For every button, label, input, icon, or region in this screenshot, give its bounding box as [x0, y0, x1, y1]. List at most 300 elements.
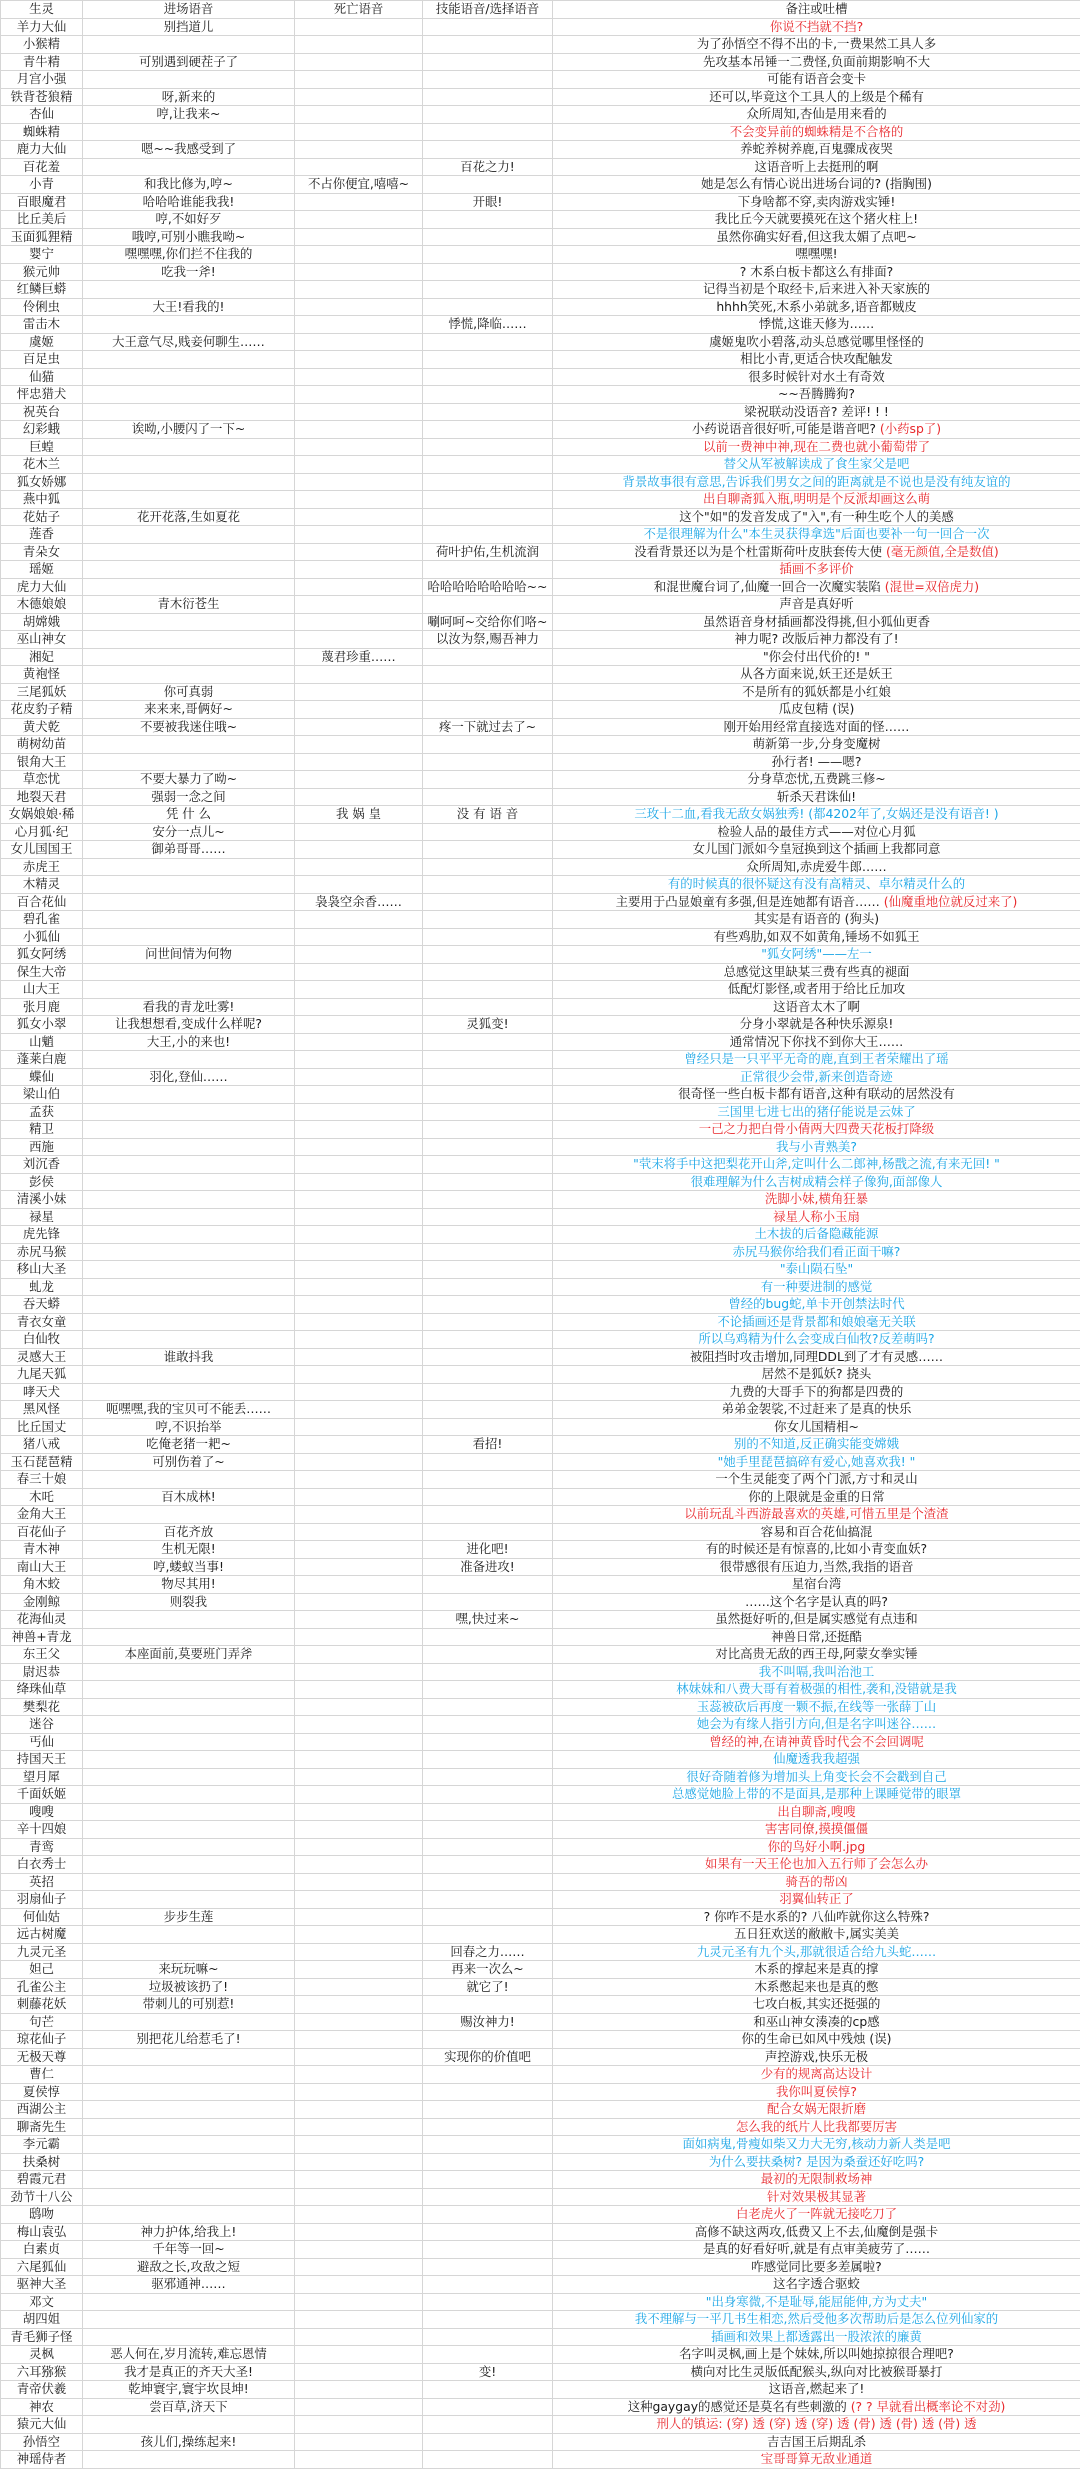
- creature-cell: 梅山袁弘: [1, 2223, 83, 2241]
- creature-cell: 哮天犬: [1, 1383, 83, 1401]
- death-voice-cell: [295, 1348, 423, 1366]
- notes-cell: 悸慌,这谁天修为……: [553, 316, 1080, 334]
- creature-cell: 小狐仙: [1, 928, 83, 946]
- notes-cell: 可能有语音会变卡: [553, 71, 1080, 89]
- notes-cell: 居然不是狐妖? 挠头: [553, 1366, 1080, 1384]
- creature-cell: 怦忠猎犬: [1, 386, 83, 404]
- notes-cell: 最初的无限制救场神: [553, 2171, 1080, 2189]
- table-row: [1, 718, 1080, 736]
- death-voice-cell: [295, 683, 423, 701]
- death-voice-cell: [295, 841, 423, 859]
- notes-cell: [553, 543, 1080, 561]
- table-row: [1, 1103, 1080, 1121]
- notes-cell: 出自聊斋狐入瓶,明明是个反派却画这么萌: [553, 491, 1080, 509]
- notes-cell: 很难理解为什么吉树成精会样子像狗,面部像人: [553, 1173, 1080, 1191]
- table-row: [1, 438, 1080, 456]
- creature-cell: 猴元帅: [1, 263, 83, 281]
- death-voice-cell: [295, 1138, 423, 1156]
- death-voice-cell: [295, 2153, 423, 2171]
- table-row: [1, 578, 1080, 596]
- creature-cell: 英招: [1, 1873, 83, 1891]
- skill-voice-cell: [423, 386, 553, 404]
- death-voice-cell: [295, 963, 423, 981]
- entry-voice-cell: 哦哼,可别小瞧我呦~: [83, 228, 295, 246]
- notes-cell: 你的生命已如风中残烛 (误): [553, 2031, 1080, 2049]
- table-row: [1, 158, 1080, 176]
- table-row: [1, 1138, 1080, 1156]
- skill-voice-cell: 哈哈哈哈哈哈哈哈~~: [423, 578, 553, 596]
- creature-cell: 玉面狐狸精: [1, 228, 83, 246]
- skill-voice-cell: [423, 963, 553, 981]
- creature-cell: 胡四姐: [1, 2311, 83, 2329]
- creature-cell: 青鸾: [1, 1838, 83, 1856]
- header-skill-voice: 技能语音/选择语音: [423, 1, 553, 19]
- table-row: [1, 123, 1080, 141]
- notes-cell: 是真的好看好听,就是有点审美疲劳了……: [553, 2241, 1080, 2259]
- skill-voice-cell: [423, 1173, 553, 1191]
- skill-voice-cell: [423, 1086, 553, 1104]
- entry-voice-cell: 乾坤寰宇,寰宇坎艮坤!: [83, 2381, 295, 2399]
- entry-voice-cell: 物尽其用!: [83, 1576, 295, 1594]
- death-voice-cell: [295, 141, 423, 159]
- table-row: [1, 911, 1080, 929]
- entry-voice-cell: 呀,新来的: [83, 88, 295, 106]
- entry-voice-cell: [83, 1051, 295, 1069]
- notes-cell: 总感觉她脸上带的不是面具,是那种上课睡觉带的眼罩: [553, 1786, 1080, 1804]
- entry-voice-cell: [83, 2206, 295, 2224]
- entry-voice-cell: [83, 1733, 295, 1751]
- notes-cell: 高修不缺这两攻,低费又上不去,仙魔倒是强卡: [553, 2223, 1080, 2241]
- notes-cell: 我与小青熟美?: [553, 1138, 1080, 1156]
- death-voice-cell: [295, 998, 423, 1016]
- entry-voice-cell: [83, 1663, 295, 1681]
- death-voice-cell: [295, 1051, 423, 1069]
- notes-cell: "她手里琵琶搞碎有爱心,她喜欢我! ": [553, 1453, 1080, 1471]
- creature-cell: 碧孔雀: [1, 911, 83, 929]
- death-voice-cell: [295, 281, 423, 299]
- notes-cell: 土木拔的后备隐藏能源: [553, 1226, 1080, 1244]
- notes-cell: 正常很少会带,新来创造奇迹: [553, 1068, 1080, 1086]
- skill-voice-cell: [423, 438, 553, 456]
- creature-cell: 春三十娘: [1, 1471, 83, 1489]
- table-row: [1, 403, 1080, 421]
- creature-cell: 九尾天狐: [1, 1366, 83, 1384]
- entry-voice-cell: 你可真弱: [83, 683, 295, 701]
- notes-cell: 我你叫夏侯惇?: [553, 2083, 1080, 2101]
- creature-cell: 胡嫦娥: [1, 613, 83, 631]
- skill-voice-cell: [423, 1926, 553, 1944]
- death-voice-cell: [295, 526, 423, 544]
- table-row: [1, 648, 1080, 666]
- skill-voice-cell: [423, 1138, 553, 1156]
- table-row: [1, 228, 1080, 246]
- entry-voice-cell: 步步生莲: [83, 1908, 295, 1926]
- entry-voice-cell: [83, 473, 295, 491]
- table-row: [1, 928, 1080, 946]
- entry-voice-cell: 大王意气尽,贱妾何聊生……: [83, 333, 295, 351]
- notes-cell: 这语音太木了啊: [553, 998, 1080, 1016]
- notes-cell: 斩杀天君诛仙!: [553, 788, 1080, 806]
- creature-cell: 绛珠仙草: [1, 1681, 83, 1699]
- entry-voice-cell: [83, 1366, 295, 1384]
- death-voice-cell: [295, 2311, 423, 2329]
- skill-voice-cell: [423, 71, 553, 89]
- death-voice-cell: [295, 2188, 423, 2206]
- death-voice-cell: [295, 2031, 423, 2049]
- creature-cell: 蝶仙: [1, 1068, 83, 1086]
- skill-voice-cell: [423, 36, 553, 54]
- skill-voice-cell: [423, 1208, 553, 1226]
- notes-cell: 梁祝联动没语音? 差评! ! !: [553, 403, 1080, 421]
- entry-voice-cell: 可别遇到硬茬子了: [83, 53, 295, 71]
- entry-voice-cell: [83, 1506, 295, 1524]
- notes-cell: 木系的撑起来是真的撑: [553, 1961, 1080, 1979]
- death-voice-cell: [295, 946, 423, 964]
- entry-voice-cell: [83, 911, 295, 929]
- death-voice-cell: [295, 613, 423, 631]
- notes-cell: 不是所有的狐妖都是小红娘: [553, 683, 1080, 701]
- creature-cell: 邓文: [1, 2293, 83, 2311]
- table-row: [1, 1996, 1080, 2014]
- table-row: [1, 211, 1080, 229]
- notes-cell: 三玫十二血,看我无敌女娲独秀! (都4202年了,女娲还是没有语音! ): [553, 806, 1080, 824]
- entry-voice-cell: 呃嘿嘿,我的宝贝可不能丢……: [83, 1401, 295, 1419]
- entry-voice-cell: 看我的青龙吐雾!: [83, 998, 295, 1016]
- skill-voice-cell: 实现你的价值吧: [423, 2048, 553, 2066]
- creature-cell: 黄袍怪: [1, 666, 83, 684]
- skill-voice-cell: [423, 823, 553, 841]
- death-voice-cell: [295, 543, 423, 561]
- death-voice-cell: [295, 1873, 423, 1891]
- skill-voice-cell: [423, 526, 553, 544]
- entry-voice-cell: 来玩玩嘛~: [83, 1961, 295, 1979]
- death-voice-cell: [295, 2083, 423, 2101]
- skill-voice-cell: [423, 2171, 553, 2189]
- notes-cell: 刑人的镇运: (穿) 透 (穿) 透 (穿) 透 (骨) 透 (骨) 透 (骨) 透: [553, 2416, 1080, 2434]
- table-row: [1, 1278, 1080, 1296]
- notes-cell: "泰山陨石坠": [553, 1261, 1080, 1279]
- table-row: [1, 963, 1080, 981]
- creature-cell: 赤尻马猴: [1, 1243, 83, 1261]
- table-row: [1, 316, 1080, 334]
- entry-voice-cell: [83, 2416, 295, 2434]
- creature-cell: 百眼魔君: [1, 193, 83, 211]
- skill-voice-cell: 唰呵呵~交给你们咯~: [423, 613, 553, 631]
- death-voice-cell: [295, 876, 423, 894]
- death-voice-cell: [295, 1068, 423, 1086]
- skill-voice-cell: [423, 2311, 553, 2329]
- notes-cell: 萌新第一步,分身变魔树: [553, 736, 1080, 754]
- table-row: [1, 1261, 1080, 1279]
- skill-voice-cell: [423, 1156, 553, 1174]
- skill-voice-cell: [423, 1383, 553, 1401]
- skill-voice-cell: [423, 1646, 553, 1664]
- death-voice-cell: [295, 1331, 423, 1349]
- table-row: [1, 631, 1080, 649]
- skill-voice-cell: [423, 2206, 553, 2224]
- notes-cell: 虽然你确实好看,但这我太媚了点吧~: [553, 228, 1080, 246]
- entry-voice-cell: 大王,小的来也!: [83, 1033, 295, 1051]
- notes-cell: 低配灯影怪,或者用于给比丘加攻: [553, 981, 1080, 999]
- creature-cell: 孟获: [1, 1103, 83, 1121]
- creature-cell: 猿元大仙: [1, 2416, 83, 2434]
- notes-cell: 以前玩乱斗西游最喜欢的英雄,可惜五里是个渣渣: [553, 1506, 1080, 1524]
- notes-cell: 宝哥哥算无敌业通道: [553, 2451, 1080, 2469]
- skill-voice-cell: [423, 1401, 553, 1419]
- table-row: [1, 2206, 1080, 2224]
- creature-cell: 青帝伏羲: [1, 2381, 83, 2399]
- entry-voice-cell: [83, 1191, 295, 1209]
- notes-cell: 对比高贵无敌的西王母,阿蒙女拳实锤: [553, 1646, 1080, 1664]
- skill-voice-cell: [423, 1121, 553, 1139]
- skill-voice-cell: [423, 2241, 553, 2259]
- death-voice-cell: [295, 1908, 423, 1926]
- entry-voice-cell: [83, 876, 295, 894]
- skill-voice-cell: [423, 596, 553, 614]
- table-row: [1, 1838, 1080, 1856]
- entry-voice-cell: 孩儿们,操练起来!: [83, 2433, 295, 2451]
- death-voice-cell: [295, 2223, 423, 2241]
- death-voice-cell: [295, 333, 423, 351]
- skill-voice-cell: [423, 736, 553, 754]
- entry-voice-cell: [83, 368, 295, 386]
- notes-cell: ~~吾腾腾狗?: [553, 386, 1080, 404]
- notes-cell: 不论插画还是背景都和娘娘毫无关联: [553, 1313, 1080, 1331]
- skill-voice-cell: [423, 911, 553, 929]
- skill-voice-cell: [423, 2346, 553, 2364]
- notes-cell: 你说不挡就不挡?: [553, 18, 1080, 36]
- table-row: [1, 1698, 1080, 1716]
- table-row: [1, 613, 1080, 631]
- death-voice-cell: [295, 2276, 423, 2294]
- death-voice-cell: [295, 1523, 423, 1541]
- notes-text: 这种gaygay的感觉还是莫名有些刺激的: [628, 2399, 851, 2414]
- entry-voice-cell: [83, 1856, 295, 1874]
- skill-voice-cell: [423, 928, 553, 946]
- death-voice-cell: [295, 981, 423, 999]
- notes-cell: 插画不多评价: [553, 561, 1080, 579]
- skill-voice-cell: [423, 351, 553, 369]
- skill-voice-cell: [423, 368, 553, 386]
- entry-voice-cell: [83, 1698, 295, 1716]
- skill-voice-cell: [423, 1331, 553, 1349]
- death-voice-cell: [295, 823, 423, 841]
- header-notes: 备注或吐槽: [553, 1, 1080, 19]
- skill-voice-cell: [423, 2276, 553, 2294]
- notes-cell: "茕末将手中这把梨花开山斧,定叫什么二郎神,杨戬之流,有来无回! ": [553, 1156, 1080, 1174]
- creature-cell: 句芒: [1, 2013, 83, 2031]
- entry-voice-cell: [83, 981, 295, 999]
- table-row: [1, 858, 1080, 876]
- notes-cell: 通常情况下你找不到你大王……: [553, 1033, 1080, 1051]
- entry-voice-cell: 和我比修为,哼~: [83, 176, 295, 194]
- entry-voice-cell: [83, 1768, 295, 1786]
- table-row: [1, 2136, 1080, 2154]
- notes-cell: 一个生灵能变了两个门派,方寸和灵山: [553, 1471, 1080, 1489]
- skill-voice-cell: [423, 123, 553, 141]
- death-voice-cell: [295, 456, 423, 474]
- death-voice-cell: [295, 1173, 423, 1191]
- table-row: [1, 2258, 1080, 2276]
- creature-cell: 远古树魔: [1, 1926, 83, 1944]
- table-row: [1, 526, 1080, 544]
- creature-cell: 婴宁: [1, 246, 83, 264]
- table-row: [1, 1978, 1080, 1996]
- creature-cell: 燕中狐: [1, 491, 83, 509]
- entry-voice-cell: [83, 2118, 295, 2136]
- creature-cell: 木吒: [1, 1488, 83, 1506]
- entry-voice-cell: [83, 1331, 295, 1349]
- death-voice-cell: [295, 1033, 423, 1051]
- creature-cell: 神农: [1, 2398, 83, 2416]
- death-voice-cell: [295, 1208, 423, 1226]
- creature-cell: 女儿国国王: [1, 841, 83, 859]
- death-voice-cell: [295, 491, 423, 509]
- notes-cell: 为了孙悟空不得不出的卡,一费果然工具人多: [553, 36, 1080, 54]
- skill-voice-cell: [423, 2136, 553, 2154]
- creature-cell: 金刚鲸: [1, 1593, 83, 1611]
- entry-voice-cell: [83, 1121, 295, 1139]
- notes-cell: 很奇怪一些白板卡都有语音,这种有联动的居然没有: [553, 1086, 1080, 1104]
- table-row: [1, 141, 1080, 159]
- skill-voice-cell: [423, 2451, 553, 2469]
- skill-voice-cell: [423, 473, 553, 491]
- death-voice-cell: [295, 718, 423, 736]
- entry-voice-cell: [83, 2013, 295, 2031]
- creature-cell: 心月狐·纪: [1, 823, 83, 841]
- table-row: [1, 998, 1080, 1016]
- entry-voice-cell: 嘿嘿嘿,你们拦不住我的: [83, 246, 295, 264]
- table-row: [1, 1646, 1080, 1664]
- skill-voice-cell: [423, 2083, 553, 2101]
- notes-cell: 女儿国门派如今皇冠换到这个插画上我都同意: [553, 841, 1080, 859]
- creature-cell: 辛十四娘: [1, 1821, 83, 1839]
- skill-voice-cell: [423, 1418, 553, 1436]
- creature-cell: 木精灵: [1, 876, 83, 894]
- skill-voice-cell: [423, 1751, 553, 1769]
- table-row: [1, 823, 1080, 841]
- death-voice-cell: [295, 473, 423, 491]
- notes-cell: 怎么我的纸片人比我都要厉害: [553, 2118, 1080, 2136]
- death-voice-cell: [295, 1716, 423, 1734]
- skill-voice-cell: [423, 561, 553, 579]
- creature-cell: 曹仁: [1, 2066, 83, 2084]
- table-row: [1, 1313, 1080, 1331]
- entry-voice-cell: [83, 1628, 295, 1646]
- notes-cell: 相比小青,更适合快攻配触发: [553, 351, 1080, 369]
- death-voice-cell: [295, 53, 423, 71]
- skill-voice-cell: [423, 788, 553, 806]
- creature-cell: 草恋忧: [1, 771, 83, 789]
- creature-cell: 张月鹿: [1, 998, 83, 1016]
- death-voice-cell: [295, 1628, 423, 1646]
- table-row: [1, 1541, 1080, 1559]
- skill-voice-cell: [423, 981, 553, 999]
- notes-cell: 七攻白板,其实还挺强的: [553, 1996, 1080, 2014]
- creature-cell: 妲己: [1, 1961, 83, 1979]
- death-voice-cell: [295, 578, 423, 596]
- skill-voice-cell: 再来一次么~: [423, 1961, 553, 1979]
- skill-voice-cell: [423, 701, 553, 719]
- death-voice-cell: [295, 2048, 423, 2066]
- creature-cell: 花海仙灵: [1, 1611, 83, 1629]
- notes-cell: 嘿嘿嘿!: [553, 246, 1080, 264]
- creature-cell: 角木蛟: [1, 1576, 83, 1594]
- death-voice-cell: [295, 2066, 423, 2084]
- death-voice-cell: [295, 1751, 423, 1769]
- table-row: [1, 788, 1080, 806]
- creature-cell: 驱神大圣: [1, 2276, 83, 2294]
- creature-cell: 虎力大仙: [1, 578, 83, 596]
- death-voice-cell: [295, 36, 423, 54]
- table-row: [1, 473, 1080, 491]
- table-row: [1, 2031, 1080, 2049]
- death-voice-cell: [295, 928, 423, 946]
- notes-text: 没看背景还以为是个杜雷斯荷叶皮肤套传大使: [634, 544, 886, 559]
- notes-text: 和混世魔台词了,仙魔一回合一次魔实装陷: [654, 579, 885, 594]
- table-row: [1, 2293, 1080, 2311]
- creature-cell: 山大王: [1, 981, 83, 999]
- death-voice-cell: [295, 1926, 423, 1944]
- death-voice-cell: [295, 2241, 423, 2259]
- table-row: [1, 1331, 1080, 1349]
- entry-voice-cell: [83, 526, 295, 544]
- creature-cell: 扶桑树: [1, 2153, 83, 2171]
- creature-cell: 狐女小翠: [1, 1016, 83, 1034]
- notes-cell: 少有的规离高达设计: [553, 2066, 1080, 2084]
- death-voice-cell: [295, 123, 423, 141]
- table-row: [1, 1383, 1080, 1401]
- death-voice-cell: [295, 1296, 423, 1314]
- table-row: [1, 981, 1080, 999]
- table-row: [1, 1716, 1080, 1734]
- skill-voice-cell: [423, 176, 553, 194]
- notes-cell: 赤尻马猴你给我们看正面干嘛?: [553, 1243, 1080, 1261]
- creature-cell: 聊斋先生: [1, 2118, 83, 2136]
- entry-voice-cell: 不要被我迷住哦~: [83, 718, 295, 736]
- death-voice-cell: [295, 596, 423, 614]
- death-voice-cell: [295, 18, 423, 36]
- skill-voice-cell: [423, 1838, 553, 1856]
- notes-cell: ……这个名字是认真的吗?: [553, 1593, 1080, 1611]
- table-row: [1, 1401, 1080, 1419]
- death-voice-cell: [295, 1471, 423, 1489]
- notes-cell: 吉吉国王后期乱杀: [553, 2433, 1080, 2451]
- skill-voice-cell: 悸慌,降临……: [423, 316, 553, 334]
- death-voice-cell: [295, 1611, 423, 1629]
- entry-voice-cell: 哼,让我来~: [83, 106, 295, 124]
- table-row: [1, 946, 1080, 964]
- entry-voice-cell: 强弱一念之间: [83, 788, 295, 806]
- death-voice-cell: [295, 1891, 423, 1909]
- notes-cell: 九费的大哥手下的狗都是四费的: [553, 1383, 1080, 1401]
- creature-cell: 刘沉香: [1, 1156, 83, 1174]
- notes-cell: 总感觉这里缺某三费有些真的褪面: [553, 963, 1080, 981]
- skill-voice-cell: [423, 1663, 553, 1681]
- skill-voice-cell: [423, 998, 553, 1016]
- table-row: [1, 2101, 1080, 2119]
- table-row: [1, 2381, 1080, 2399]
- skill-voice-cell: [423, 2381, 553, 2399]
- death-voice-cell: [295, 1278, 423, 1296]
- header-entry-voice: 进场语音: [83, 1, 295, 19]
- notes-cell: "出身寒微,不是耻辱,能屈能伸,方为丈夫": [553, 2293, 1080, 2311]
- table-row: [1, 666, 1080, 684]
- table-row: [1, 18, 1080, 36]
- death-voice-cell: [295, 1366, 423, 1384]
- creature-cell: 神瑶侍者: [1, 2451, 83, 2469]
- death-voice-cell: [295, 1821, 423, 1839]
